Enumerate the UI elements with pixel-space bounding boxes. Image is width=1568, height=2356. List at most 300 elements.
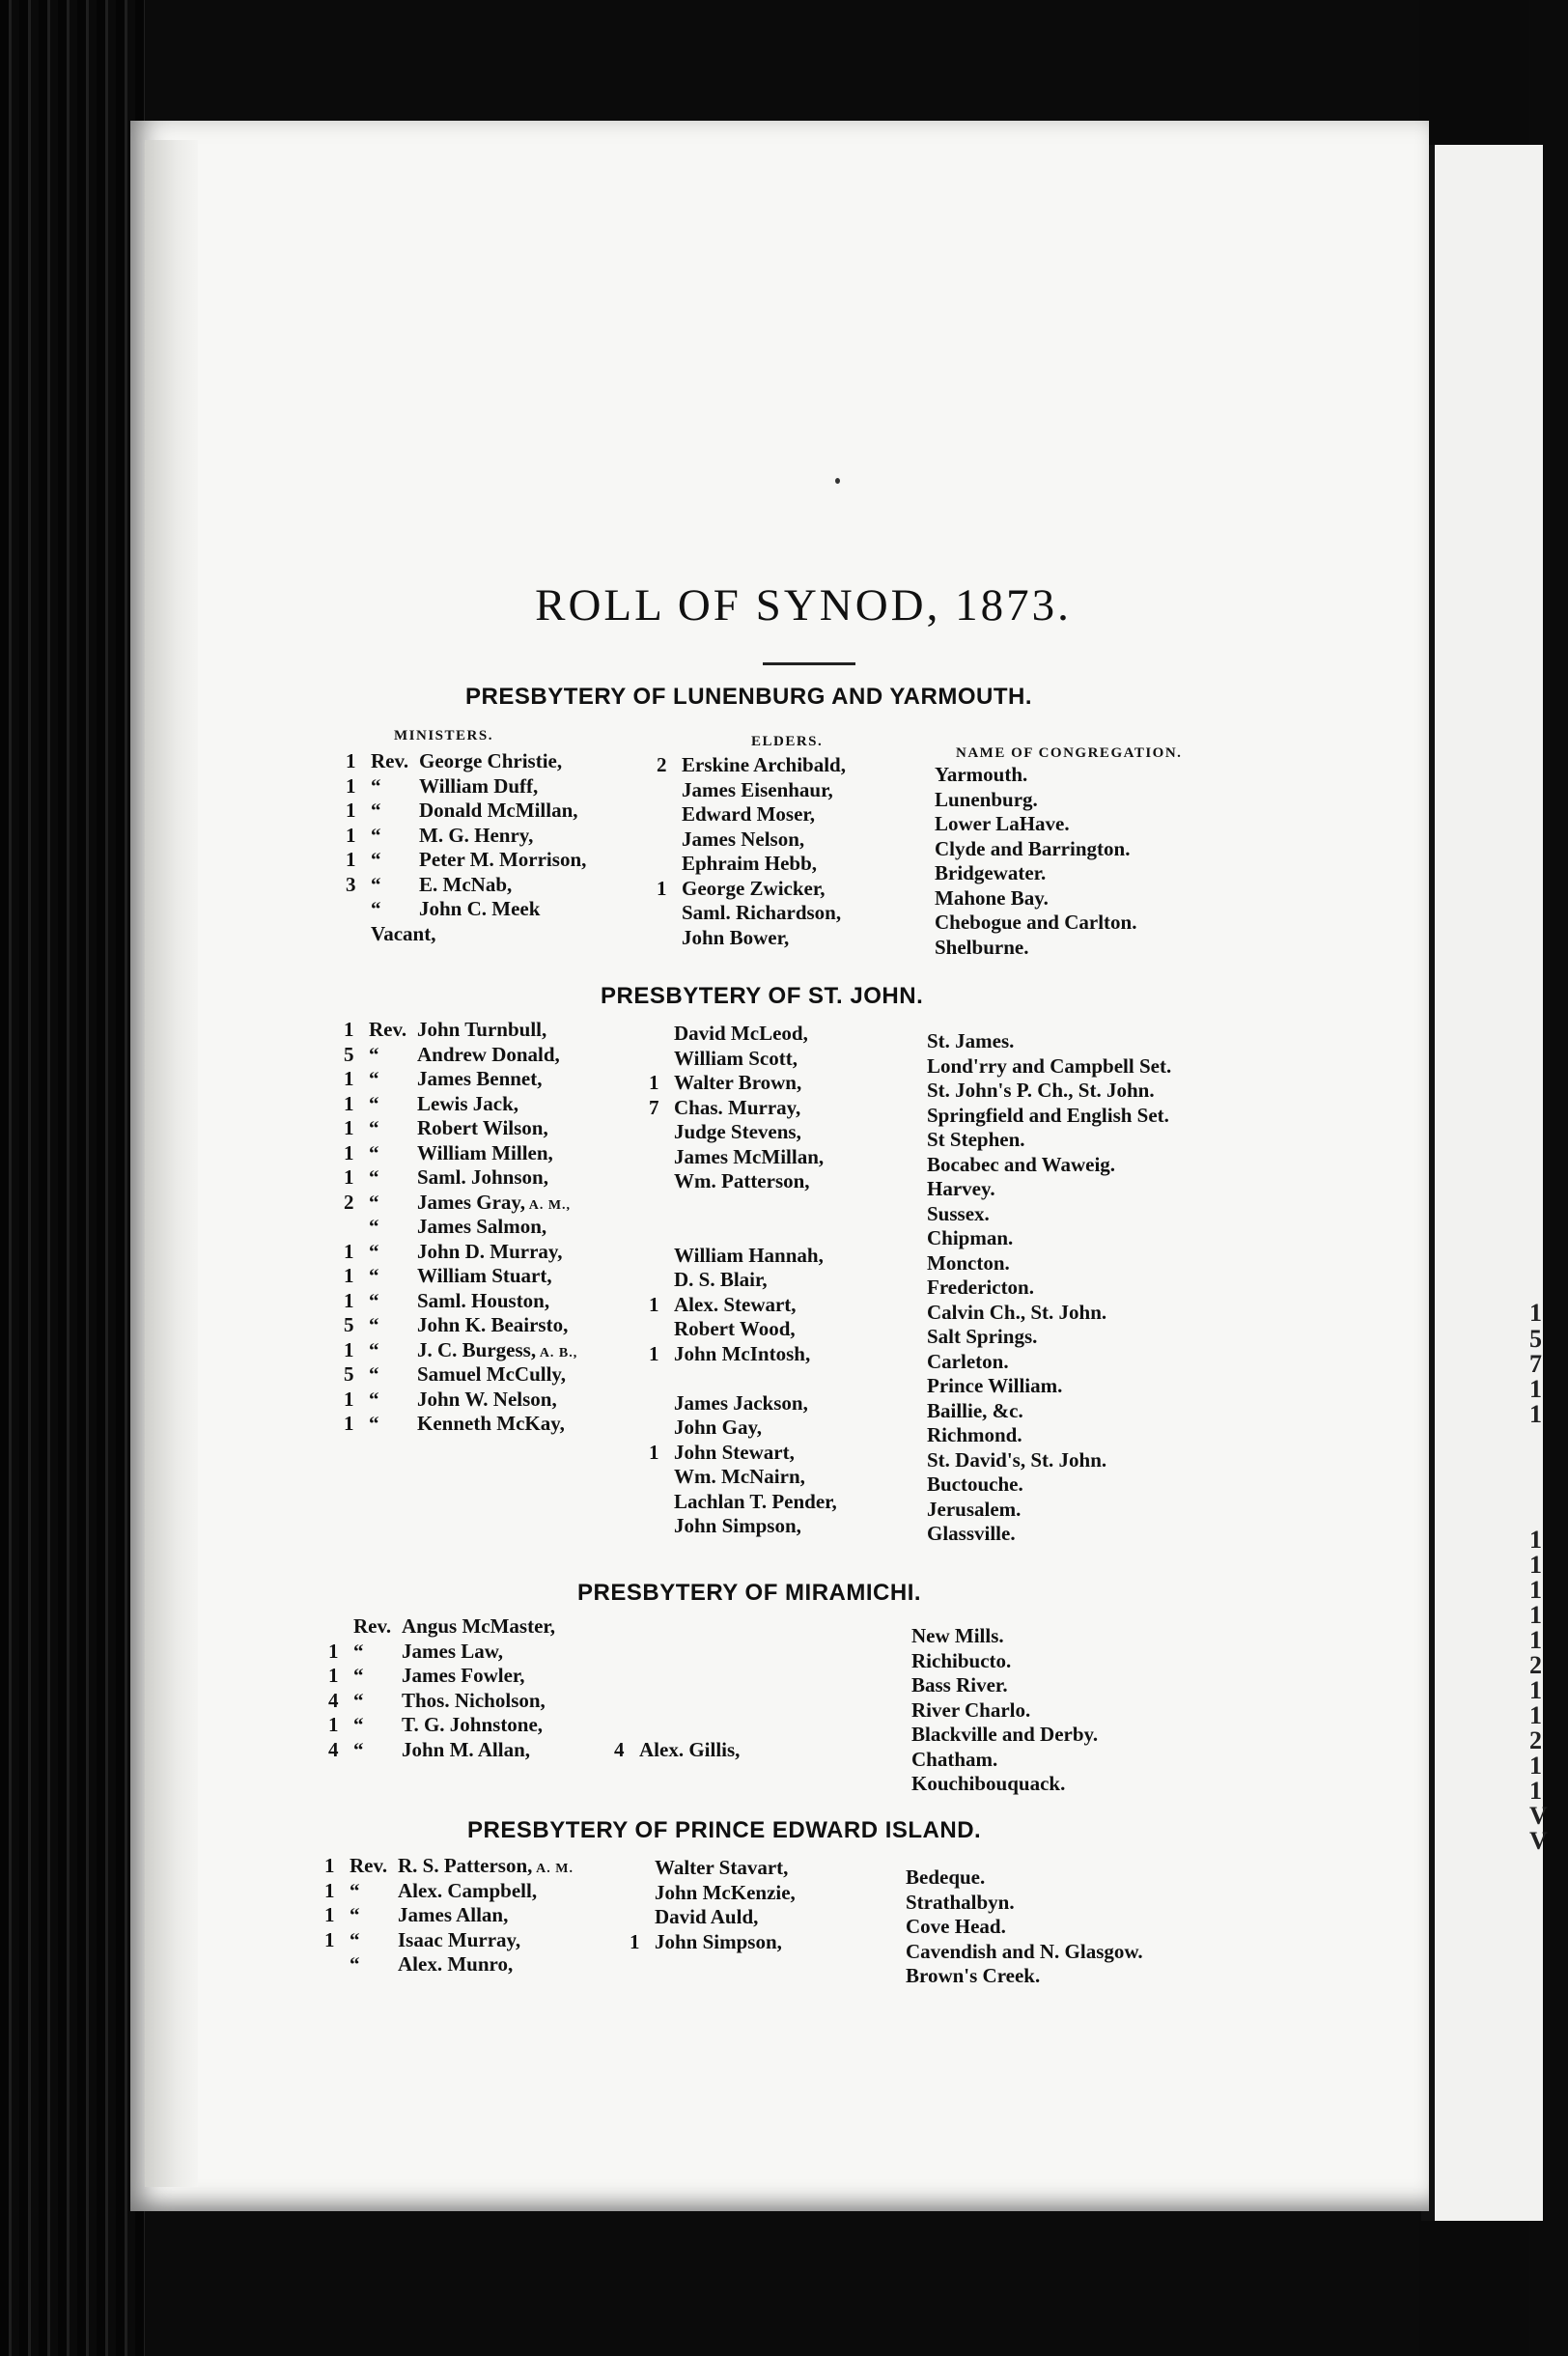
ministers-list (328, 1614, 555, 1762)
minister-name: Donald McMillan, (419, 799, 578, 822)
elder-row (649, 1441, 837, 1466)
title-prefix: “ (369, 1190, 379, 1214)
degree-suffix: A. B., (536, 1345, 578, 1360)
minister-name: E. McNab, (419, 872, 513, 896)
congregation-name: Chebogue and Carlton. (935, 911, 1137, 934)
adjacent-page-fragment: 5 (1529, 1325, 1542, 1353)
minister-name: Robert Wilson, (417, 1116, 548, 1139)
minister-name: Saml. Johnson, (417, 1165, 548, 1189)
attendance-count: 4 (614, 1737, 625, 1761)
congregation-name: Moncton. (927, 1250, 1010, 1275)
minister-name: Peter M. Morrison, (419, 848, 587, 871)
minister-row (344, 1289, 577, 1314)
elder-row (614, 1713, 740, 1738)
adjacent-page-fragment: 2 (1529, 1726, 1542, 1754)
elder-name: John Stewart, (674, 1440, 795, 1464)
congregation-row (906, 1964, 1143, 1989)
minister-row (344, 1215, 577, 1240)
minister-row (344, 1092, 577, 1117)
title-prefix: “ (353, 1737, 364, 1761)
congregation-row (927, 1472, 1171, 1498)
congregation-name: New Mills. (911, 1624, 1004, 1647)
attendance-count: 1 (344, 1387, 354, 1411)
elder-name: Lachlan T. Pender, (674, 1489, 837, 1513)
minister-row (344, 1388, 577, 1413)
attendance-count: 5 (344, 1042, 354, 1066)
title-rule (763, 662, 855, 665)
elders-list (630, 1856, 796, 1954)
elder-row (649, 1120, 837, 1145)
elder-name: Wm. McNairn, (674, 1465, 805, 1488)
congregation-name: Chipman. (927, 1226, 1014, 1249)
minister-row (346, 922, 586, 947)
congregation-name: Springfield and English Set. (927, 1103, 1169, 1127)
attendance-count: 5 (344, 1362, 354, 1386)
minister-row (324, 1952, 574, 1977)
elders-list (649, 1022, 837, 1539)
attendance-count: 1 (346, 773, 356, 798)
elder-row (649, 1047, 837, 1072)
minister-row (346, 848, 586, 873)
title-prefix: Rev. (371, 749, 409, 772)
title-prefix: “ (350, 1952, 360, 1976)
section-heading-pei: PRESBYTERY OF PRINCE EDWARD ISLAND. (467, 1817, 982, 1843)
elder-name: John McKenzie, (655, 1880, 796, 1904)
title-prefix: “ (371, 848, 381, 871)
congregation-row (927, 1104, 1171, 1129)
congregation-row (927, 1423, 1171, 1448)
congregation-name: Kouchibouquack. (911, 1772, 1066, 1795)
congregation-row (906, 1915, 1143, 1940)
title-prefix: “ (369, 1264, 379, 1287)
elder-row (614, 1640, 740, 1665)
attendance-count: 1 (344, 1264, 354, 1287)
congregation-name: Buctouche. (927, 1472, 1023, 1496)
adjacent-page-fragment: 2 (1529, 1651, 1542, 1679)
attendance-count: 1 (649, 1440, 659, 1464)
title-prefix: “ (350, 1878, 360, 1902)
adjacent-page-fragment: 7 (1529, 1350, 1542, 1378)
congregation-row (927, 1079, 1171, 1104)
attendance-count: 1 (328, 1639, 339, 1663)
elder-row (649, 1022, 837, 1047)
title-prefix: “ (369, 1116, 379, 1139)
congregation-row (935, 936, 1136, 961)
title-prefix: “ (369, 1362, 379, 1386)
congregation-name: Mahone Bay. (935, 885, 1049, 910)
elders-list (657, 753, 846, 950)
elder-name: Walter Brown, (674, 1071, 802, 1094)
attendance-count: 1 (649, 1341, 659, 1365)
title-prefix: “ (369, 1288, 379, 1312)
congregation-name: St. David's, St. John. (927, 1447, 1107, 1472)
minister-name: John C. Meek (419, 897, 541, 920)
title-prefix: “ (369, 1337, 379, 1361)
attendance-count: 4 (328, 1688, 339, 1712)
attendance-count: 1 (328, 1713, 339, 1736)
congregation-name: Baillie, &c. (927, 1398, 1023, 1422)
title-prefix: “ (371, 799, 381, 822)
title-prefix: “ (369, 1313, 379, 1336)
minister-row (346, 799, 586, 824)
elder-row (649, 1071, 837, 1096)
congregation-row (935, 837, 1136, 862)
elder-row (649, 1416, 837, 1441)
minister-name: James Allan, (398, 1903, 509, 1926)
congregation-name: Yarmouth. (935, 763, 1028, 786)
congregation-name: Cavendish and N. Glasgow. (906, 1939, 1143, 1963)
elder-row (649, 1317, 837, 1342)
congregation-row (906, 1891, 1143, 1916)
section-heading-lunenburg: PRESBYTERY OF LUNENBURG AND YARMOUTH. (465, 684, 1032, 710)
congregation-name: Richmond. (927, 1423, 1022, 1446)
column-header-ministers: MINISTERS. (394, 728, 493, 743)
congregations-list (906, 1865, 1143, 1989)
ink-speck (835, 478, 840, 484)
elder-row (649, 1293, 837, 1318)
congregation-row (927, 1498, 1171, 1523)
elder-row (614, 1738, 740, 1763)
title-prefix: “ (369, 1387, 379, 1411)
congregation-row (927, 1029, 1171, 1054)
attendance-count: 1 (346, 749, 356, 772)
elder-name: David McLeod, (674, 1022, 808, 1045)
minister-name: William Duff, (419, 773, 539, 798)
minister-name: Lewis Jack, (417, 1091, 518, 1115)
attendance-count: 2 (344, 1190, 354, 1214)
minister-name: Saml. Houston, (417, 1288, 550, 1312)
elder-row (649, 1465, 837, 1490)
congregation-row (935, 861, 1136, 886)
congregation-name: Fredericton. (927, 1276, 1034, 1299)
congregation-name: St. John's P. Ch., St. John. (927, 1079, 1155, 1102)
ministers-list (346, 749, 586, 946)
minister-row (324, 1928, 574, 1953)
minister-name: Alex. Campbell, (398, 1878, 538, 1902)
adjacent-page-fragment: 1 (1529, 1551, 1542, 1579)
title-prefix: “ (353, 1639, 364, 1663)
minister-name: Thos. Nicholson, (402, 1688, 546, 1712)
minister-name: James Fowler, (402, 1664, 525, 1687)
minister-name: Vacant, (371, 921, 436, 945)
congregation-name: Carleton. (927, 1349, 1009, 1373)
congregation-row (927, 1153, 1171, 1178)
minister-row (346, 824, 586, 849)
attendance-count: 1 (344, 1116, 354, 1139)
elder-row (614, 1689, 740, 1714)
minister-row (346, 897, 586, 922)
elder-row (649, 1514, 837, 1539)
title-prefix: “ (371, 897, 381, 920)
adjacent-page-fragment: 1 (1529, 1752, 1542, 1780)
minister-name: John Turnbull, (417, 1018, 547, 1041)
congregation-name: Bass River. (911, 1673, 1008, 1697)
congregation-row (911, 1772, 1098, 1797)
elder-row (649, 1342, 837, 1367)
congregation-name: St. James. (927, 1029, 1015, 1052)
attendance-count: 1 (344, 1239, 354, 1263)
minister-row (328, 1689, 555, 1714)
minister-name: James Gray, (417, 1190, 525, 1214)
attendance-count: 1 (344, 1165, 354, 1189)
elder-name: Chas. Murray, (674, 1095, 801, 1119)
congregations-list (935, 763, 1136, 960)
attendance-count: 1 (344, 1412, 354, 1435)
congregation-row (927, 1054, 1171, 1080)
minister-name: T. G. Johnstone, (402, 1713, 544, 1736)
minister-row (344, 1240, 577, 1265)
congregation-name: Clyde and Barrington. (935, 836, 1131, 860)
congregation-row (927, 1399, 1171, 1424)
congregation-name: Harvey. (927, 1177, 995, 1200)
minister-row (324, 1903, 574, 1928)
attendance-count: 1 (324, 1854, 335, 1877)
elder-row (657, 827, 846, 853)
minister-name: John W. Nelson, (417, 1387, 557, 1411)
adjacent-page-fragment: 1 (1529, 1601, 1542, 1629)
attendance-count: 1 (344, 1288, 354, 1312)
congregation-name: Blackville and Derby. (911, 1723, 1099, 1746)
minister-name: M. G. Henry, (419, 823, 534, 847)
degree-suffix: A. M., (524, 1197, 572, 1213)
minister-name: Andrew Donald, (417, 1042, 560, 1066)
adjacent-page-fragment: 1 (1529, 1777, 1542, 1805)
elder-name: James McMillan, (674, 1144, 825, 1168)
minister-name: John M. Allan, (402, 1737, 531, 1761)
minister-name: George Christie, (419, 749, 563, 772)
minister-name: R. S. Patterson, (398, 1854, 533, 1877)
adjacent-page-fragment: V (1529, 1802, 1548, 1830)
minister-row (344, 1018, 577, 1043)
minister-row (344, 1313, 577, 1338)
elder-name: James Nelson, (682, 827, 805, 851)
congregation-name: St Stephen. (927, 1128, 1025, 1151)
elder-row (614, 1614, 740, 1640)
elder-row (657, 802, 846, 827)
elder-row (657, 778, 846, 803)
attendance-count: 1 (344, 1140, 354, 1164)
elder-row (649, 1268, 837, 1293)
congregation-row (935, 886, 1136, 912)
elder-name: Edward Moser, (682, 802, 816, 826)
congregation-row (927, 1522, 1171, 1547)
elder-row (657, 926, 846, 951)
minister-row (344, 1116, 577, 1141)
congregation-name: Lower LaHave. (935, 812, 1070, 835)
title-prefix: “ (369, 1091, 379, 1115)
minister-row (344, 1043, 577, 1068)
congregation-name: Lond'rry and Campbell Set. (927, 1053, 1172, 1078)
title-prefix: “ (353, 1688, 364, 1712)
elder-name: John McIntosh, (674, 1341, 811, 1365)
congregation-row (927, 1276, 1171, 1301)
minister-row (328, 1640, 555, 1665)
congregation-row (906, 1940, 1143, 1965)
minister-row (328, 1664, 555, 1689)
minister-name: John K. Beairsto, (417, 1313, 569, 1336)
attendance-count: 1 (346, 848, 356, 871)
attendance-count: 7 (649, 1095, 659, 1119)
elder-name: William Scott, (674, 1046, 798, 1070)
elder-row (649, 1391, 837, 1416)
congregation-row (906, 1865, 1143, 1891)
congregation-row (927, 1448, 1171, 1473)
minister-row (344, 1362, 577, 1388)
minister-name: Kenneth McKay, (417, 1412, 565, 1435)
elder-row (657, 753, 846, 778)
title-prefix: “ (350, 1927, 360, 1951)
adjacent-page (1421, 145, 1548, 2221)
minister-name: James Bennet, (417, 1067, 543, 1090)
minister-row (344, 1338, 577, 1363)
adjacent-page-fragment: 1 (1529, 1626, 1542, 1654)
congregation-row (927, 1251, 1171, 1276)
congregation-row (927, 1374, 1171, 1399)
elder-name: John Simpson, (655, 1929, 782, 1953)
adjacent-page-fragment: 1 (1529, 1375, 1542, 1403)
attendance-count: 1 (344, 1018, 354, 1041)
film-edge-left (0, 0, 145, 2356)
elder-name: David Auld, (655, 1905, 759, 1928)
elder-row (649, 1244, 837, 1269)
title-prefix: “ (369, 1239, 379, 1263)
minister-row (328, 1738, 555, 1763)
title-prefix: “ (369, 1042, 379, 1066)
elder-row (649, 1490, 837, 1515)
congregation-name: Prince William. (927, 1374, 1063, 1397)
attendance-count: 2 (657, 753, 667, 776)
congregation-name: Jerusalem. (927, 1497, 1022, 1521)
minister-row (344, 1165, 577, 1191)
elder-name: D. S. Blair, (674, 1268, 768, 1291)
congregation-row (927, 1325, 1171, 1350)
elder-name: Ephraim Hebb, (682, 852, 818, 875)
congregation-name: Strathalbyn. (906, 1890, 1015, 1914)
elder-name: William Hannah, (674, 1243, 824, 1267)
congregations-list (911, 1624, 1098, 1797)
congregation-name: Brown's Creek. (906, 1964, 1041, 1987)
adjacent-page-fragment: V (1529, 1827, 1548, 1855)
title-prefix: “ (353, 1713, 364, 1736)
elder-name: Alex. Stewart, (674, 1292, 797, 1316)
minister-name: James Salmon, (417, 1215, 547, 1238)
elder-name: Saml. Richardson, (682, 901, 842, 924)
elder-name: James Eisenhaur, (682, 777, 833, 801)
congregation-row (911, 1723, 1098, 1748)
title-prefix: “ (371, 872, 381, 896)
elder-name: Judge Stevens, (674, 1120, 801, 1143)
congregation-name: Shelburne. (935, 935, 1029, 959)
congregations-list (927, 1029, 1171, 1547)
minister-row (324, 1854, 574, 1879)
congregation-row (935, 911, 1136, 936)
column-header-congregation: NAME OF CONGREGATION. (956, 745, 1183, 761)
minister-row (344, 1067, 577, 1092)
congregation-name: River Charlo. (911, 1697, 1031, 1722)
attendance-count: 1 (344, 1091, 354, 1115)
elder-row (657, 852, 846, 877)
section-heading-st-john: PRESBYTERY OF ST. JOHN. (601, 983, 924, 1009)
title-prefix: Rev. (369, 1018, 407, 1041)
elder-row (649, 1169, 837, 1194)
degree-suffix: A. M. (532, 1862, 574, 1876)
adjacent-page-fragment: 1 (1529, 1526, 1542, 1554)
congregation-name: Chatham. (911, 1747, 998, 1771)
congregation-row (935, 812, 1136, 837)
attendance-count: 1 (344, 1067, 354, 1090)
section-heading-miramichi: PRESBYTERY OF MIRAMICHI. (577, 1580, 922, 1606)
elder-row (649, 1194, 837, 1220)
congregation-name: Bedeque. (906, 1865, 986, 1889)
elder-name: Walter Stavart, (655, 1856, 789, 1879)
elder-name: Alex. Gillis, (639, 1737, 741, 1761)
minister-name: William Stuart, (417, 1264, 552, 1287)
attendance-count: 1 (328, 1664, 339, 1687)
minister-name: William Millen, (417, 1140, 553, 1164)
congregation-name: Glassville. (927, 1522, 1016, 1545)
congregation-name: Salt Springs. (927, 1325, 1038, 1348)
congregation-name: Richibucto. (911, 1648, 1012, 1672)
congregation-row (927, 1202, 1171, 1227)
congregation-name: Lunenburg. (935, 787, 1038, 811)
elders-list (614, 1614, 740, 1762)
congregation-name: Bocabec and Waweig. (927, 1152, 1116, 1176)
congregation-row (927, 1226, 1171, 1251)
elder-name: John Gay, (674, 1416, 763, 1439)
adjacent-page-fragment: 1 (1529, 1701, 1542, 1729)
attendance-count: 4 (328, 1737, 339, 1761)
minister-name: James Law, (402, 1639, 503, 1663)
attendance-count: 1 (346, 799, 356, 822)
adjacent-page-fragment: 1 (1529, 1400, 1542, 1428)
minister-name: Samuel McCully, (417, 1362, 567, 1386)
title-prefix: “ (369, 1140, 379, 1164)
attendance-count: 3 (346, 872, 356, 896)
ministers-list (344, 1018, 577, 1437)
minister-name: John D. Murray, (417, 1239, 563, 1263)
minister-name: Angus McMaster, (402, 1614, 556, 1638)
congregation-row (935, 788, 1136, 813)
title-prefix: “ (353, 1664, 364, 1687)
elder-name: George Zwicker, (682, 876, 826, 900)
title-prefix: “ (350, 1903, 360, 1926)
elder-row (649, 1366, 837, 1391)
elder-name: James Jackson, (674, 1390, 808, 1415)
elder-name: Robert Wood, (674, 1317, 796, 1340)
minister-row (344, 1412, 577, 1437)
elder-row (630, 1856, 796, 1881)
minister-row (344, 1141, 577, 1166)
minister-row (324, 1879, 574, 1904)
congregation-row (911, 1649, 1098, 1674)
minister-row (346, 749, 586, 774)
congregation-row (927, 1350, 1171, 1375)
congregation-row (911, 1748, 1098, 1773)
elder-row (630, 1881, 796, 1906)
title-prefix: “ (369, 1412, 379, 1435)
attendance-count: 1 (630, 1929, 640, 1953)
minister-row (346, 774, 586, 799)
congregation-row (927, 1128, 1171, 1153)
page-title: ROLL OF SYNOD, 1873. (535, 580, 1072, 631)
minister-row (344, 1264, 577, 1289)
elder-row (649, 1145, 837, 1170)
attendance-count: 1 (649, 1292, 659, 1316)
attendance-count: 1 (324, 1903, 335, 1926)
congregation-row (911, 1698, 1098, 1724)
elder-row (657, 877, 846, 902)
attendance-count: 1 (346, 823, 356, 847)
